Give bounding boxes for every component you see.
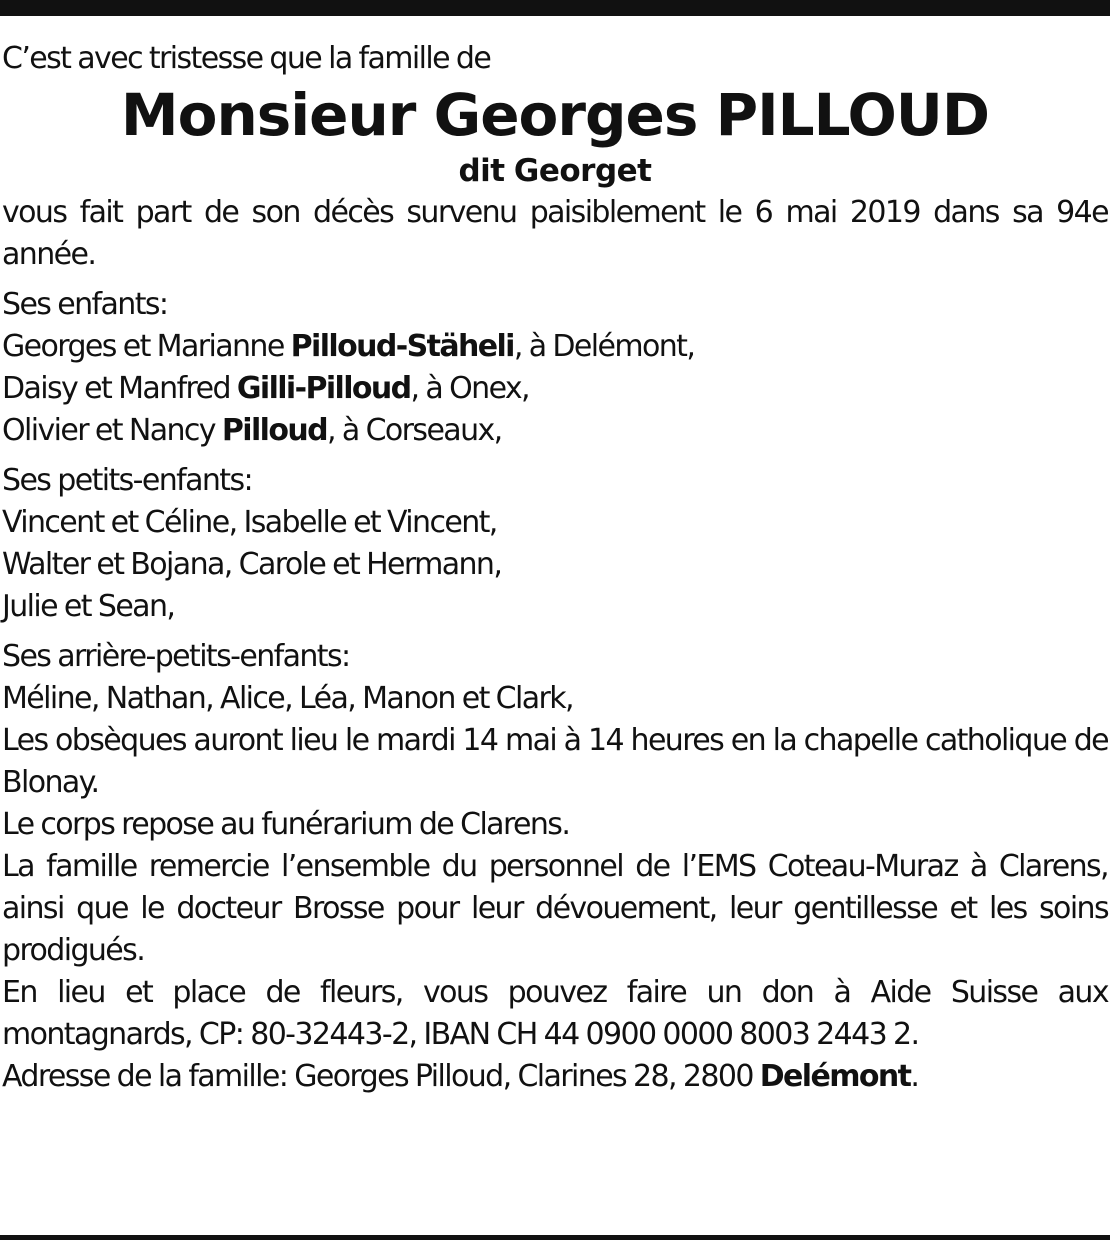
children-entry: Olivier et Nancy Pilloud, à Corseaux, — [2, 413, 502, 448]
children-heading: Ses enfants: — [2, 287, 168, 322]
obituary-notice — [2, 38, 1108, 1098]
thanks-text: La famille remercie l’ensemble du personnel de l’EMS Coteau-Muraz à Clarens, ainsi que le docteur Brosse pour leur dévouement, leur gentillesse et les soins prodigués. — [2, 849, 1108, 968]
address-city: Delémont — [759, 1059, 911, 1094]
funeral-text: Les obsèques auront lieu le mardi 14 mai à 14 heures en la chapelle catholique de Blonay. — [2, 723, 1108, 800]
surname: Gilli-Pilloud — [236, 371, 411, 406]
announcement-text: vous fait part de son décès survenu paisiblement le 6 mai 2019 dans sa 94e année. — [2, 195, 1108, 272]
rest-text: Le corps repose au funérarium de Clarens. — [2, 807, 570, 842]
grandchildren-line: Walter et Bojana, Carole et Hermann, — [2, 547, 502, 582]
deceased-name: Monsieur Georges PILLOUD — [120, 81, 990, 149]
grandchildren-line: Julie et Sean, — [2, 589, 175, 624]
bottom-rule — [0, 1235, 1110, 1240]
great-grandchildren-heading: Ses arrière-petits-enfants: — [2, 639, 350, 674]
children-entry: Daisy et Manfred Gilli-Pilloud, à Onex, — [2, 371, 529, 406]
surname: Pilloud — [221, 413, 327, 448]
donation-text: En lieu et place de fleurs, vous pouvez faire un don à Aide Suisse aux montagnards, CP: 80-32443-2, IBAN CH 44 0900 0000 8003 2443 2. — [2, 975, 1108, 1052]
children-entry: Georges et Marianne Pilloud-Stäheli, à Delémont, — [2, 329, 695, 364]
grandchildren-line: Vincent et Céline, Isabelle et Vincent, — [2, 505, 497, 540]
grandchildren-section — [2, 460, 1108, 628]
intro-text: C’est avec tristesse que la famille de — [2, 41, 491, 76]
deceased-nickname: dit Georget — [458, 153, 652, 189]
address-text: Adresse de la famille: Georges Pilloud, Clarines 28, 2800 Delémont. — [2, 1059, 919, 1094]
great-grandchildren-line: Méline, Nathan, Alice, Léa, Manon et Clark, — [2, 681, 573, 716]
top-rule — [0, 0, 1110, 16]
surname: Pilloud-Stäheli — [290, 329, 514, 364]
great-grandchildren-section — [2, 636, 1108, 720]
grandchildren-heading: Ses petits-enfants: — [2, 463, 253, 498]
children-section — [2, 284, 1108, 452]
